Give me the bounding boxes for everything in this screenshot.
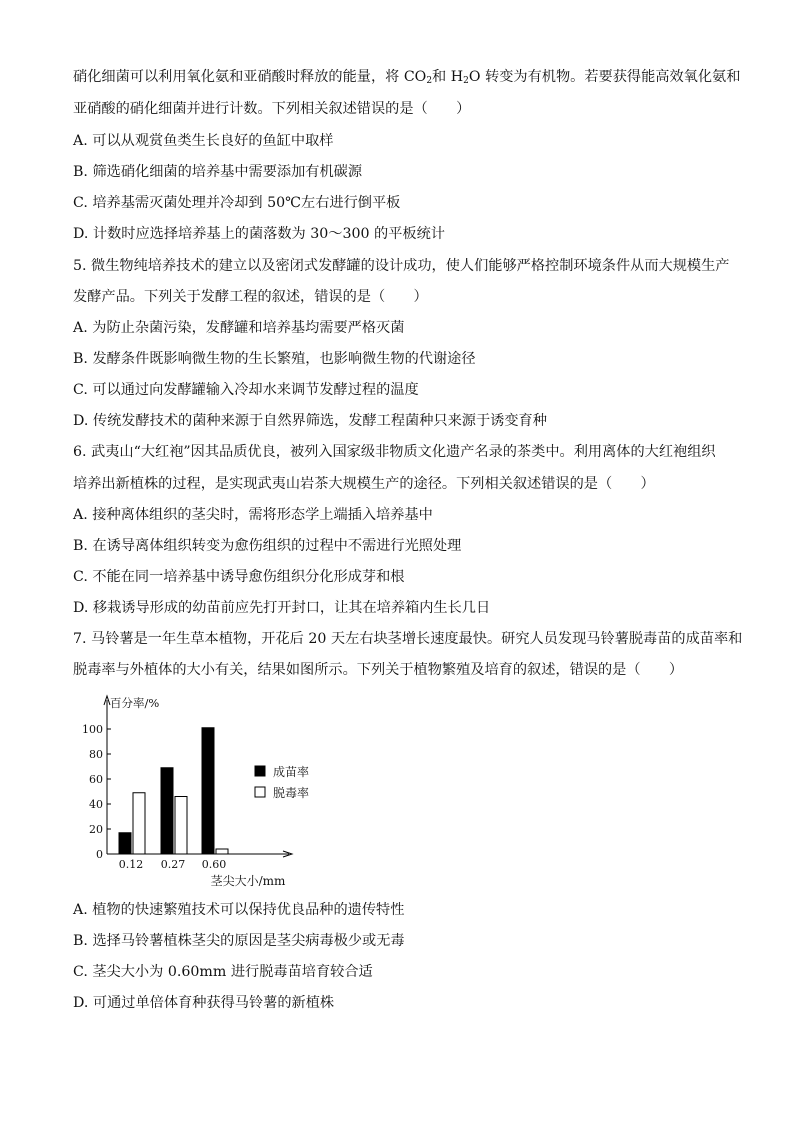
q5-stem-line1: 5. 微生物纯培养技术的建立以及密闭式发酵罐的设计成功，使人们能够严格控制环境条件从而大规模生产 [73, 258, 730, 274]
q4-subscript-h2o: 2 [463, 76, 469, 86]
bar-detox-0 [133, 793, 145, 854]
x-tick-label: 0.60 [201, 858, 227, 871]
q5-stem-line2: 发酵产品。下列关于发酵工程的叙述，错误的是（ ） [73, 289, 428, 305]
q5-option-a: A. 为防止杂菌污染，发酵罐和培养基均需要严格灭菌 [73, 320, 405, 336]
q6-option-a: A. 接种离体组织的茎尖时，需将形态学上端插入培养基中 [73, 507, 433, 523]
q4-option-b: B. 筛选硝化细菌的培养基中需要添加有机碳源 [73, 164, 363, 180]
seedling-detox-rate-chart [72, 688, 332, 893]
x-tick-label: 0.27 [160, 858, 186, 871]
bar-seedling-1 [161, 768, 173, 854]
q4-option-a: A. 可以从观赏鱼类生长良好的鱼缸中取样 [73, 133, 334, 149]
bar-detox-2 [216, 849, 228, 854]
q7-stem-line2: 脱毒率与外植体的大小有关，结果如图所示。下列关于植物繁殖及培育的叙述，错误的是（ ） [73, 662, 684, 678]
q6-option-d: D. 移栽诱导形成的幼苗前应先打开封口，让其在培养箱内生长几日 [73, 600, 491, 616]
y-axis-label: 百分率/% [110, 696, 160, 710]
y-tick-label: 80 [89, 748, 103, 761]
q6-stem-line2: 培养出新植株的过程，是实现武夷山岩茶大规模生产的途径。下列相关叙述错误的是（ ） [73, 476, 655, 492]
q7-option-a: A. 植物的快速繁殖技术可以保持优良品种的遗传特性 [73, 902, 405, 918]
q5-option-b: B. 发酵条件既影响微生物的生长繁殖，也影响微生物的代谢途径 [73, 351, 476, 367]
q6-option-c: C. 不能在同一培养基中诱导愈伤组织分化形成芽和根 [73, 569, 405, 585]
y-tick-label: 20 [89, 823, 103, 836]
y-tick-label: 100 [82, 723, 103, 736]
x-tick-label: 0.12 [118, 858, 144, 871]
q7-option-c: C. 茎尖大小为 0.60mm 进行脱毒苗培育较合适 [73, 964, 373, 980]
q7-option-b: B. 选择马铃薯植株茎尖的原因是茎尖病毒极少或无毒 [73, 933, 405, 949]
legend-swatch-1 [255, 787, 265, 797]
y-tick-label: 0 [96, 848, 103, 861]
q4-option-d: D. 计数时应选择培养基上的菌落数为 30～300 的平板统计 [73, 226, 445, 242]
legend-label-0: 成苗率 [273, 765, 310, 779]
q7-stem-line1: 7. 马铃薯是一年生草本植物，开花后 20 天左右块茎增长速度最快。研究人员发现马铃薯脱毒苗的成苗率和 [73, 631, 743, 647]
q5-option-d: D. 传统发酵技术的菌种来源于自然界筛选，发酵工程菌种只来源于诱变育种 [73, 413, 547, 429]
q7-option-d: D. 可通过单倍体育种获得马铃薯的新植株 [73, 995, 335, 1011]
x-axis-label: 茎尖大小/mm [210, 874, 286, 888]
bar-seedling-0 [119, 833, 131, 854]
q6-option-b: B. 在诱导离体组织转变为愈伤组织的过程中不需进行光照处理 [73, 538, 462, 554]
q4-stem-text-b: 和 H [432, 69, 464, 85]
q5-option-c: C. 可以通过向发酵罐输入冷却水来调节发酵过程的温度 [73, 382, 419, 398]
q4-subscript-co2: 2 [426, 76, 433, 86]
legend-swatch-0 [255, 766, 265, 776]
q4-stem-line2: 亚硝酸的硝化细菌并进行计数。下列相关叙述错误的是（ ） [73, 101, 471, 117]
q4-stem-text-a: 硝化细菌可以利用氧化氨和亚硝酸时释放的能量，将 CO [73, 69, 427, 85]
q4-stem-text-c: O 转变为有机物。若要获得能高效氧化氨和 [468, 69, 741, 85]
bar-detox-1 [175, 797, 187, 855]
legend-label-1: 脱毒率 [273, 786, 310, 800]
bar-seedling-2 [202, 728, 214, 854]
y-tick-label: 60 [89, 773, 103, 786]
q4-option-c: C. 培养基需灭菌处理并冷却到 50℃左右进行倒平板 [73, 195, 401, 211]
y-tick-label: 40 [89, 798, 103, 811]
q6-stem-line1: 6. 武夷山“大红袍”因其品质优良，被列入国家级非物质文化遗产名录的茶类中。利用离体的大红袍组织 [73, 444, 716, 460]
q4-stem-line1 [73, 68, 741, 86]
